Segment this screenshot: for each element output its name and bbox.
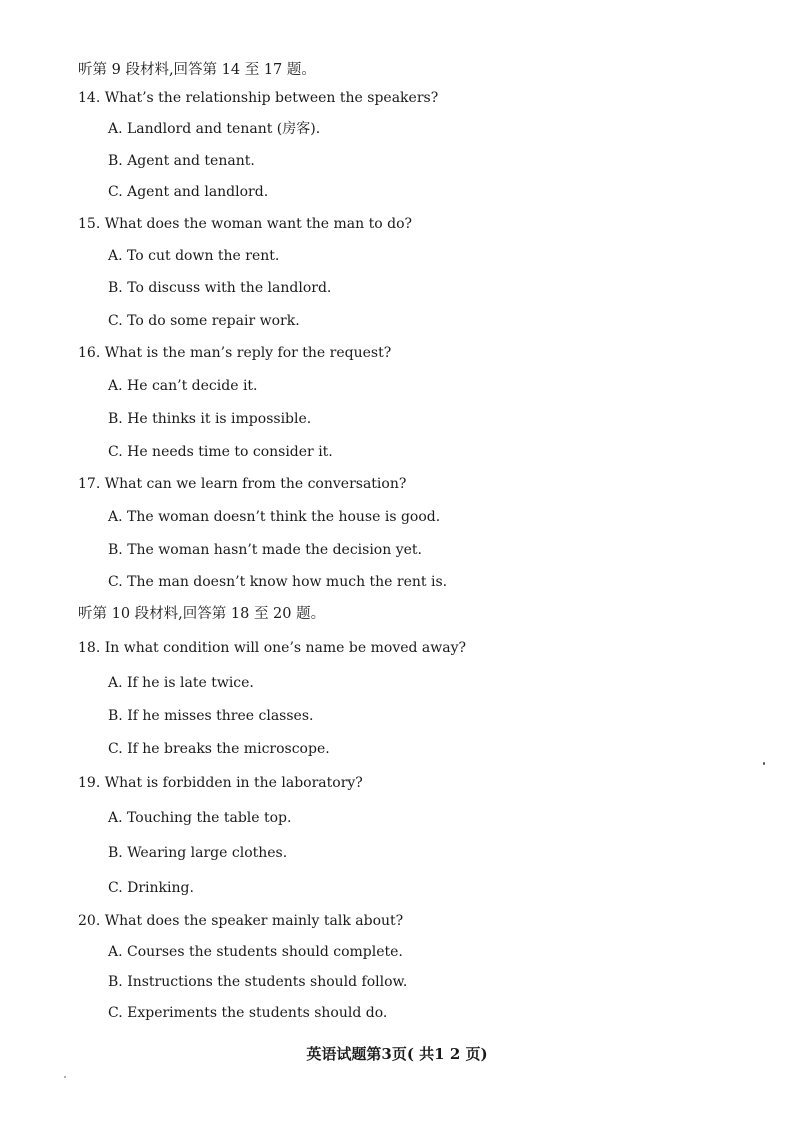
question-20-option-c: C. Experiments the students should do. bbox=[108, 1005, 388, 1021]
question-16-option-b: B. He thinks it is impossible. bbox=[108, 411, 312, 427]
question-17-option-a: A. The woman doesn’t think the house is good. bbox=[108, 509, 441, 525]
section-9-instruction: 听第 9 段材料,回答第 14 至 17 题。 bbox=[78, 62, 316, 78]
question-15-option-a: A. To cut down the rent. bbox=[108, 248, 280, 264]
question-17-stem: 17. What can we learn from the conversation? bbox=[78, 476, 407, 492]
question-20-option-a: A. Courses the students should complete. bbox=[108, 944, 403, 960]
scan-speck-mark bbox=[763, 762, 765, 765]
question-19-stem: 19. What is forbidden in the laboratory? bbox=[78, 775, 363, 791]
question-14-stem: 14. What’s the relationship between the speakers? bbox=[78, 90, 439, 106]
question-18-stem: 18. In what condition will one’s name be moved away? bbox=[78, 640, 467, 656]
question-20-stem: 20. What does the speaker mainly talk about? bbox=[78, 913, 404, 929]
question-16-stem: 16. What is the man’s reply for the request? bbox=[78, 345, 392, 361]
question-14-option-b: B. Agent and tenant. bbox=[108, 153, 255, 169]
question-16-option-a: A. He can’t decide it. bbox=[108, 378, 258, 394]
section-10-instruction: 听第 10 段材料,回答第 18 至 20 题。 bbox=[78, 606, 326, 622]
question-17-option-b: B. The woman hasn’t made the decision yet. bbox=[108, 542, 422, 558]
question-17-option-c: C. The man doesn’t know how much the rent is. bbox=[108, 574, 448, 590]
question-20-option-b: B. Instructions the students should follow. bbox=[108, 974, 408, 990]
question-19-option-a: A. Touching the table top. bbox=[108, 810, 292, 826]
question-18-option-b: B. If he misses three classes. bbox=[108, 708, 314, 724]
question-16-option-c: C. He needs time to consider it. bbox=[108, 444, 333, 460]
question-19-option-c: C. Drinking. bbox=[108, 880, 194, 896]
question-18-option-a: A. If he is late twice. bbox=[108, 675, 254, 691]
question-15-option-b: B. To discuss with the landlord. bbox=[108, 280, 332, 296]
question-15-stem: 15. What does the woman want the man to do? bbox=[78, 216, 413, 232]
question-14-option-c: C. Agent and landlord. bbox=[108, 184, 269, 200]
question-15-option-c: C. To do some repair work. bbox=[108, 313, 300, 329]
page-footer: 英语试题第3页( 共1 2 页) bbox=[306, 1045, 488, 1063]
question-18-option-c: C. If he breaks the microscope. bbox=[108, 741, 330, 757]
scan-speck-mark bbox=[64, 1076, 66, 1078]
question-14-option-a: A. Landlord and tenant (房客). bbox=[108, 121, 321, 137]
question-19-option-b: B. Wearing large clothes. bbox=[108, 845, 288, 861]
